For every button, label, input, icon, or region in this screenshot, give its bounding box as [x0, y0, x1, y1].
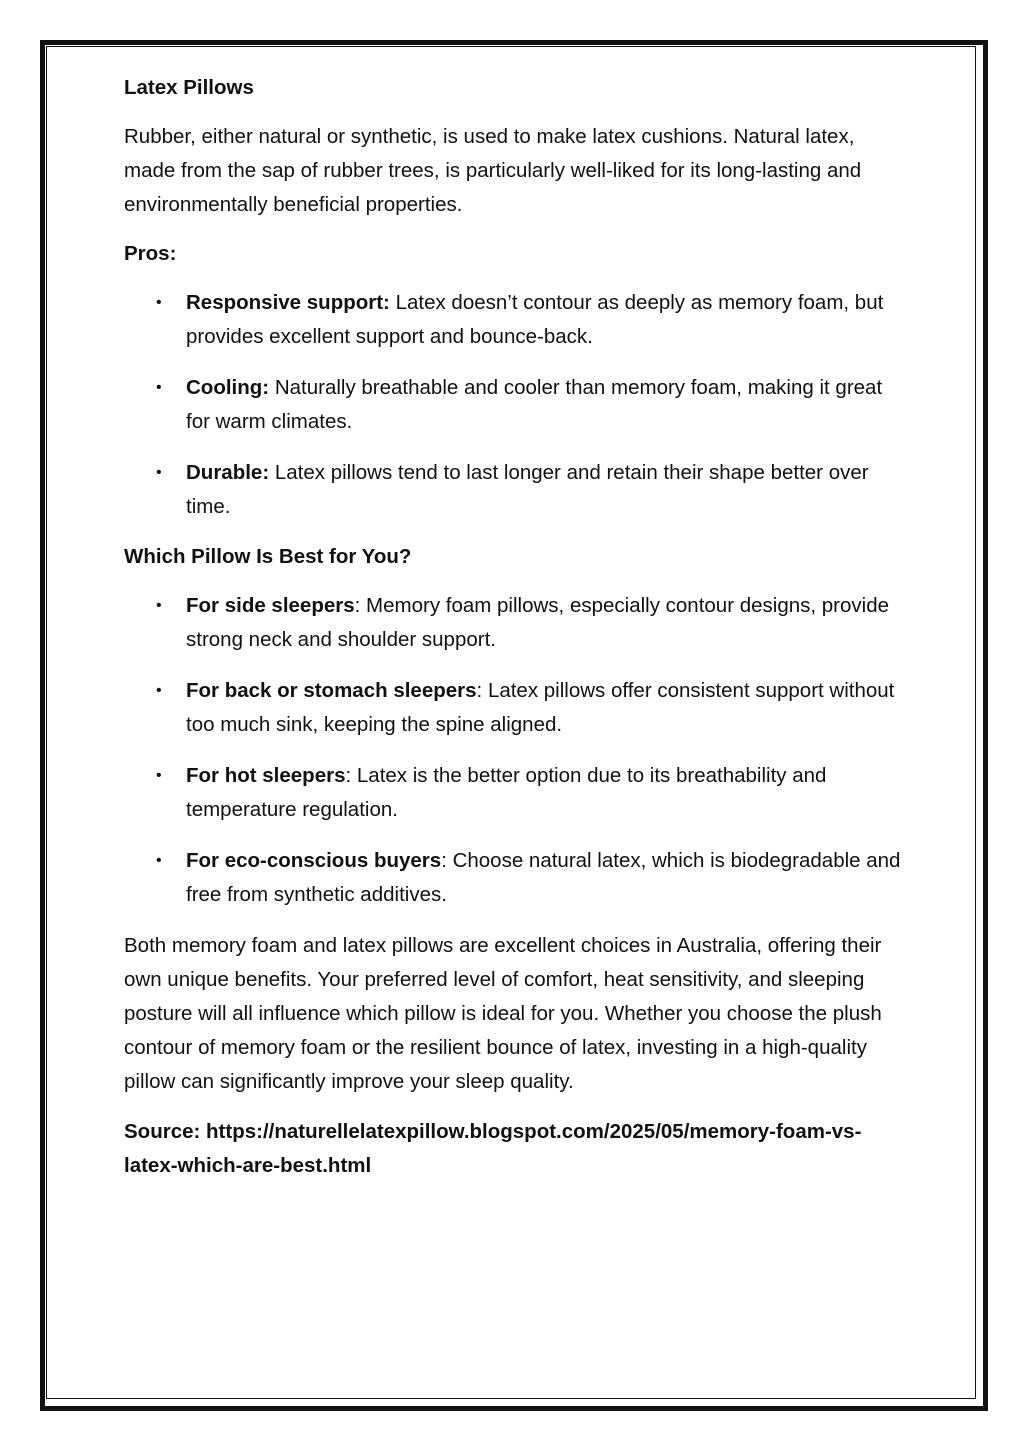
list-item	[124, 844, 904, 912]
list-item-term: Cooling:	[186, 376, 270, 399]
latex-pillows-heading: Latex Pillows	[124, 76, 254, 99]
bullet-icon: •	[156, 294, 162, 311]
bullet-icon: •	[156, 379, 162, 396]
list-item-text: : Latex pillows offer consistent support without too much sink, keeping the spine aligned.	[186, 679, 895, 736]
list-item-text: Latex doesn’t contour as deeply as memory foam, but provides excellent support and bounce-back.	[186, 291, 884, 348]
list-item	[124, 589, 904, 657]
list-item	[124, 674, 904, 742]
list-item-text: : Choose natural latex, which is biodegradable and free from synthetic additives.	[186, 849, 901, 906]
pros-list	[124, 286, 904, 524]
list-item	[124, 759, 904, 827]
list-item	[124, 456, 904, 524]
list-item-text: : Latex is the better option due to its breathability and temperature regulation.	[186, 764, 827, 821]
which-pillow-heading: Which Pillow Is Best for You?	[124, 545, 412, 568]
list-item	[124, 286, 904, 354]
pros-heading: Pros:	[124, 242, 177, 265]
bullet-icon: •	[156, 464, 162, 481]
bullet-icon: •	[156, 852, 162, 869]
latex-intro-paragraph: Rubber, either natural or synthetic, is used to make latex cushions. Natural latex, made from the sap of rubber trees, is particularly well-liked for its long-lasting and environmentally beneficial properties.	[124, 125, 862, 216]
list-item-term: For side sleepers	[186, 594, 355, 617]
recommendations-list	[124, 589, 904, 912]
list-item-term: Responsive support:	[186, 291, 390, 314]
list-item-text: : Memory foam pillows, especially contour designs, provide strong neck and shoulder support.	[186, 594, 890, 651]
list-item-text: Naturally breathable and cooler than memory foam, making it great for warm climates.	[186, 376, 883, 433]
conclusion-paragraph: Both memory foam and latex pillows are excellent choices in Australia, offering their own unique benefits. Your preferred level of comfort, heat sensitivity, and sleeping posture will all influence which pillow is ideal for you. Whether you choose the plush contour of memory foam or the resilient bounce of latex, investing in a high-quality pillow can significantly improve your sleep quality.	[124, 934, 882, 1093]
list-item-term: For eco-conscious buyers	[186, 849, 442, 872]
source-citation: Source: https://naturellelatexpillow.blogspot.com/2025/05/memory-foam-vs-latex-which-are-best.html	[124, 1120, 862, 1177]
bullet-icon: •	[156, 597, 162, 614]
list-item-term: For back or stomach sleepers	[186, 679, 477, 702]
bullet-icon: •	[156, 682, 162, 699]
list-item-term: Durable:	[186, 461, 270, 484]
list-item	[124, 371, 904, 439]
list-item-text: Latex pillows tend to last longer and retain their shape better over time.	[186, 461, 869, 518]
bullet-icon: •	[156, 767, 162, 784]
list-item-term: For hot sleepers	[186, 764, 346, 787]
document-body	[124, 72, 904, 1183]
